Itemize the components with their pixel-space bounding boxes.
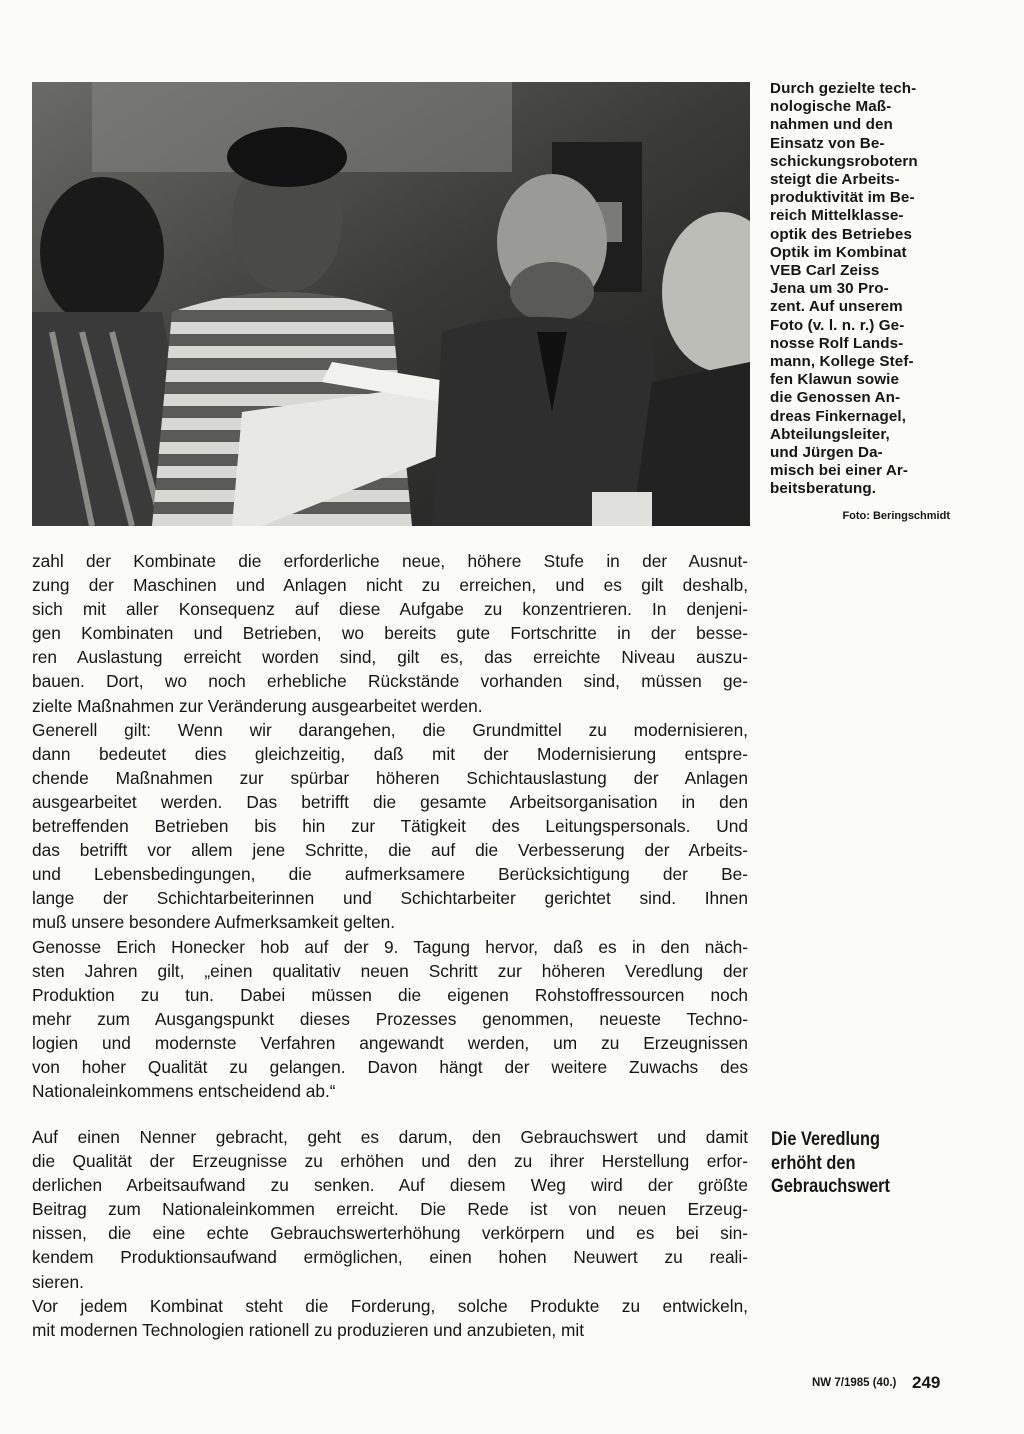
text-line: beitsberatung. [770, 480, 877, 498]
text-line: Foto (v. l. n. r.) Ge- [770, 316, 905, 334]
photo-credit: Foto: Beringschmidt [842, 510, 950, 522]
news-photo [32, 82, 750, 526]
text-line: zahl der Kombinate die erforderliche neue, höhere Stufe in der Ausnut- [32, 551, 748, 571]
text-line: zielte Maßnahmen zur Veränderung ausgearbeitet werden. [32, 695, 483, 716]
photo-illustration [32, 82, 750, 526]
text-line: lange der Schichtarbeiterinnen und Schichtarbeiter gerichtet sind. Ihnen [32, 888, 748, 909]
text-line: von hoher Qualität zu gelangen. Davon hängt der weitere Zuwachs des [32, 1056, 748, 1077]
text-line: nissen, die eine echte Gebrauchswerterhöhung verkörpern und es bei sin- [32, 1223, 748, 1244]
issue-reference: NW 7/1985 (40.) [812, 1377, 897, 1389]
text-line: Beitrag zum Nationaleinkommen erreicht. Die Rede ist von neuen Erzeug- [32, 1199, 748, 1220]
photo-caption [770, 80, 956, 499]
text-line: Nationaleinkommens entscheidend ab.“ [32, 1081, 336, 1102]
text-line: reich Mittelklasse- [770, 207, 904, 225]
text-line: nahmen und den [770, 116, 893, 134]
text-line: sieren. [32, 1271, 84, 1292]
text-line: ausgearbeitet werden. Das betrifft die gesamte Arbeitsorganisation in den [32, 791, 748, 812]
text-line: VEB Carl Zeiss [770, 262, 880, 280]
text-line: Die Veredlung [771, 1129, 880, 1150]
text-line: sich mit aller Konsequenz auf diese Aufgabe zu konzentrieren. In denjeni- [32, 599, 748, 620]
text-line: Optik im Kombinat [770, 243, 907, 261]
article-body-lower [32, 1125, 748, 1342]
article-body-upper [32, 549, 748, 1103]
text-line: Jena um 30 Pro- [770, 280, 889, 298]
text-line: und Lebensbedingungen, die aufmerksamere Berücksichtigung der Be- [32, 864, 748, 885]
side-heading [771, 1128, 917, 1199]
text-line: bauen. Dort, wo noch erhebliche Rückstände vorhanden sind, müssen ge- [32, 671, 748, 692]
text-line: produktivität im Be- [770, 189, 915, 207]
text-line: Einsatz von Be- [770, 134, 885, 152]
text-line: dann bedeutet dies gleichzeitig, daß mit der Modernisierung entspre- [32, 743, 748, 764]
text-line: Gebrauchswert [771, 1176, 890, 1197]
text-line: zung der Maschinen und Anlagen nicht zu erreichen, und es gilt deshalb, [32, 575, 748, 596]
text-line: chende Maßnahmen zur spürbar höheren Schichtauslastung der Anlagen [32, 767, 748, 788]
text-line: gen Kombinaten und Betrieben, wo bereits gute Fortschritte in der besse- [32, 623, 748, 644]
text-line: erhöht den [771, 1152, 856, 1174]
text-line: Produktion zu tun. Dabei müssen die eigenen Rohstoffressourcen noch [32, 984, 748, 1005]
text-line: Abteilungsleiter, [770, 425, 890, 443]
text-line: Auf einen Nenner gebracht, geht es darum, den Gebrauchswert und damit [32, 1127, 748, 1147]
text-line: die Qualität der Erzeugnisse zu erhöhen und den zu ihrer Herstellung erfor- [32, 1151, 748, 1172]
text-line: logien und modernste Verfahren angewandt werden, um zu Erzeugnissen [32, 1032, 748, 1053]
text-line: mann, Kollege Stef- [770, 353, 914, 371]
text-line: und Jürgen Da- [770, 444, 883, 462]
text-line: Generell gilt: Wenn wir darangehen, die Grundmittel zu modernisieren, [32, 719, 748, 740]
text-line: sten Jahren gilt, „einen qualitativ neuen Schritt zur höheren Veredlung der [32, 960, 748, 981]
text-line: derlichen Arbeitsaufwand zu senken. Auf diesem Weg wird der größte [32, 1175, 748, 1196]
text-line: misch bei einer Ar- [770, 462, 909, 480]
text-line: die Genossen An- [770, 389, 901, 407]
text-line: das betrifft vor allem jene Schritte, die auf die Verbesserung der Arbeits- [32, 840, 748, 861]
text-line: mehr zum Ausgangspunkt dieses Prozesses genommen, neueste Techno- [32, 1008, 748, 1029]
text-line: nosse Rolf Lands- [770, 334, 904, 352]
text-line: kendem Produktionsaufwand ermöglichen, einen hohen Neuwert zu reali- [32, 1247, 748, 1268]
text-line: optik des Betriebes [770, 225, 913, 243]
text-line: steigt die Arbeits- [770, 171, 900, 189]
text-line: muß unsere besondere Aufmerksamkeit gelten. [32, 912, 396, 933]
text-line: Vor jedem Kombinat steht die Forderung, solche Produkte zu entwickeln, [32, 1295, 748, 1316]
text-line: ren Auslastung erreicht worden sind, gilt es, das erreichte Niveau auszu- [32, 647, 748, 668]
text-line: Durch gezielte tech- [770, 80, 917, 97]
text-line: betreffenden Betrieben bis hin zur Tätigkeit des Leitungspersonals. Und [32, 816, 748, 837]
text-line: dreas Finkernagel, [770, 407, 907, 425]
text-line: schickungsrobotern [770, 152, 918, 170]
text-line: zent. Auf unserem [770, 298, 903, 316]
page-number: 249 [912, 1373, 941, 1392]
text-line: nologische Maß- [770, 98, 892, 116]
text-line: mit modernen Technologien rationell zu produzieren und anzubieten, mit [32, 1319, 585, 1340]
text-line: Genosse Erich Honecker hob auf der 9. Tagung hervor, daß es in den näch- [32, 936, 748, 957]
text-line: fen Klawun sowie [770, 371, 900, 389]
